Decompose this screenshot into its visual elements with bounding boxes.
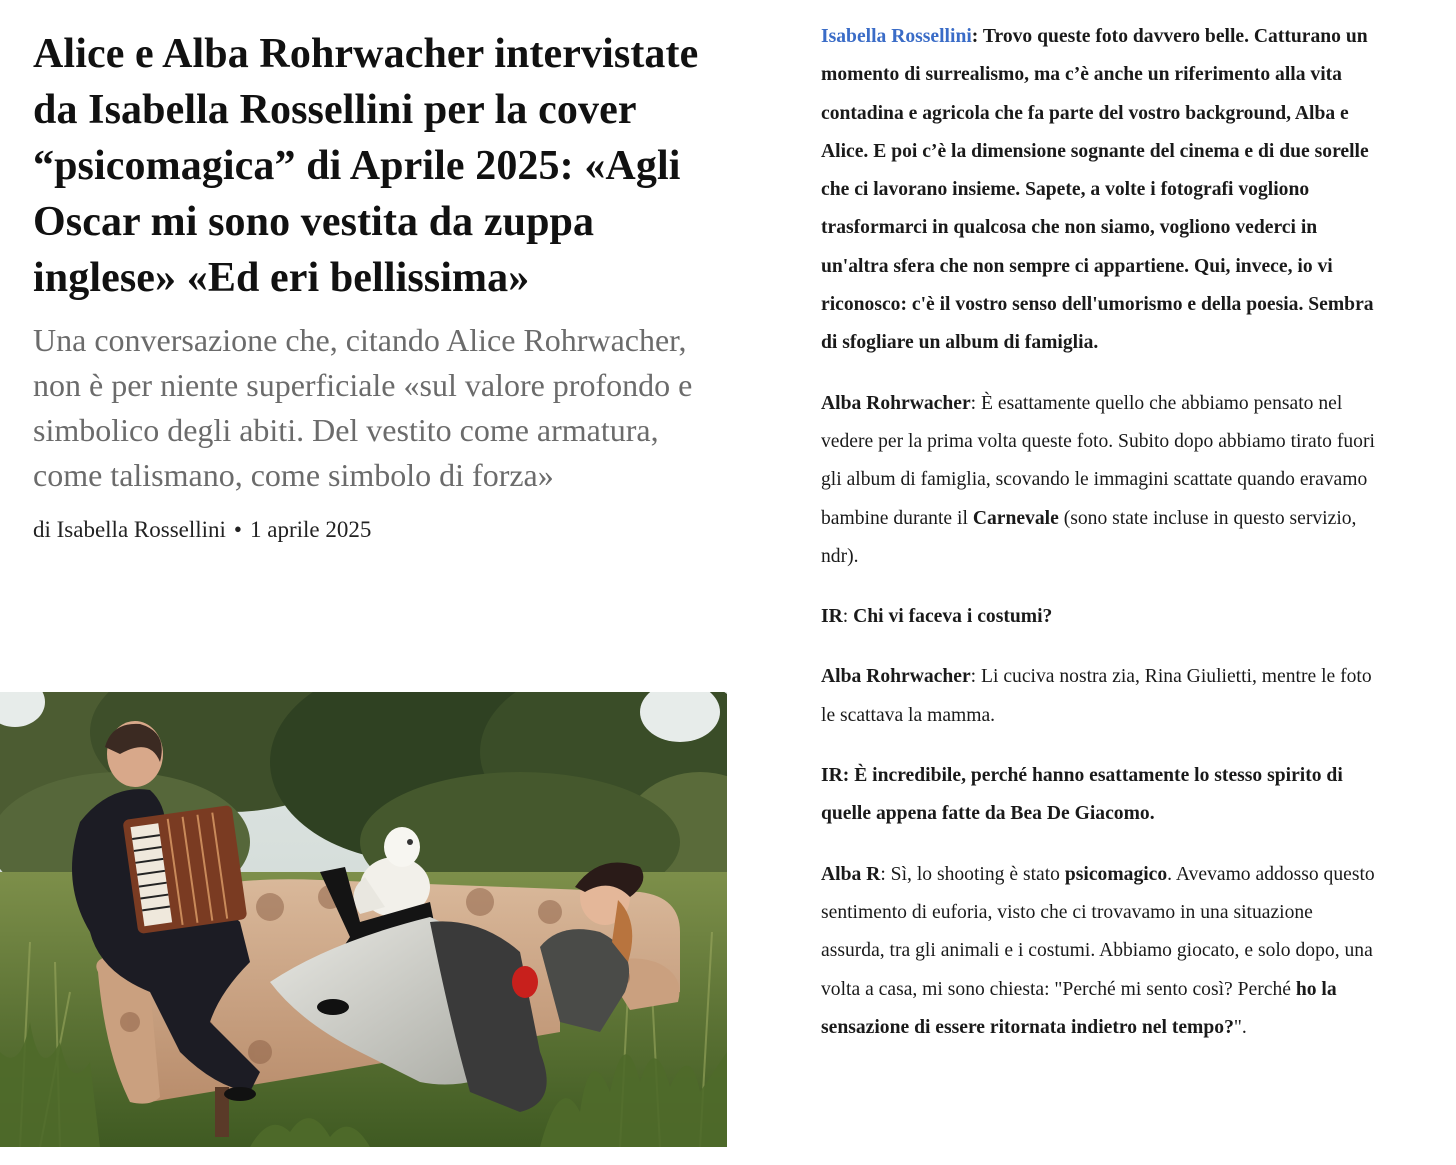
- speaker-colon: :: [842, 606, 854, 628]
- article-subtitle: Una conversazione che, citando Alice Rohrwacher, non è per niente superficiale «sul valore profondo e simbolico degli abiti. Del vestito come armatura, come talismano, come simbolo di forza»: [33, 322, 693, 493]
- bold-quote: ho la sensazione di essere ritornata indietro nel tempo?: [821, 978, 1337, 1038]
- speaker-colon: :: [971, 26, 983, 47]
- speaker-alba-r: Alba R: [821, 863, 881, 885]
- interview-paragraph-6: [821, 856, 1381, 1047]
- interview-paragraph-2: [821, 385, 1381, 576]
- article-title: Alice e Alba Rohrwacher intervistate da Isabella Rossellini per la cover “psicomagica” di Aprile 2025: «Agli Oscar mi sono vestita da zuppa inglese» «Ed eri bellissima»: [33, 31, 699, 301]
- speaker-alba: Alba Rohrwacher: [821, 392, 971, 414]
- speaker-alba: Alba Rohrwacher: [821, 666, 971, 688]
- speaker-link-isabella[interactable]: Isabella Rossellini: [821, 26, 972, 47]
- interview-paragraph-3: [821, 598, 1381, 636]
- question-text: Chi vi faceva i costumi?: [853, 606, 1053, 628]
- interview-body: [821, 18, 1381, 1069]
- byline-author[interactable]: di Isabella Rossellini: [33, 517, 226, 542]
- interview-paragraph-5: IR: È incredibile, perché hanno esattamente lo stesso spirito di quelle appena fatte da Bea De Giacomo.: [821, 765, 1343, 825]
- speaker-ir: IR: [821, 606, 843, 628]
- cover-photo: [0, 692, 727, 1147]
- paragraph-text: (sono state incluse in questo servizio, ndr).: [821, 507, 1357, 567]
- interview-paragraph-4: [821, 658, 1381, 735]
- byline-date: 1 aprile 2025: [249, 517, 372, 542]
- accordion: [122, 805, 247, 934]
- article-header: [33, 26, 723, 545]
- bold-term-psicomagico: psicomagico: [1064, 863, 1168, 885]
- paragraph-text: ".: [1233, 1016, 1247, 1038]
- paragraph-text: . Avevamo addosso questo sentimento di euforia, visto che ci trovavamo in una situazione assurda, tra gli animali e i costumi. Abbiamo giocato, e solo dopo, una volta a casa, mi sono chiesta: "Perché mi sento così? Perché: [821, 863, 1375, 1000]
- paragraph-text: : Sì, lo shooting è stato: [880, 863, 1065, 885]
- paragraph-text: : È esattamente quello che abbiamo pensato nel vedere per la prima volta queste foto. Subito dopo abbiamo tirato fuori gli album di famiglia, scovando le immagini scattate quando eravamo bambine durante il: [821, 392, 1375, 529]
- paragraph-text: : Li cuciva nostra zia, Rina Giulietti, mentre le foto le scattava la mamma.: [821, 666, 1372, 726]
- byline: [33, 515, 723, 545]
- cover-photo-illustration: [0, 692, 727, 1147]
- byline-separator: •: [233, 517, 242, 542]
- bold-term-carnevale: Carnevale: [972, 507, 1059, 529]
- interview-paragraph-1: [821, 18, 1381, 363]
- paragraph-text: Trovo queste foto davvero belle. Catturano un momento di surrealismo, ma c’è anche un riferimento alla vita contadina e agricola che fa parte del vostro background, Alba e Alice. E poi c’è la dimensione sognante del cinema e di due sorelle che ci lavorano insieme. Sapete, a volte i fotografi vogliono trasformarci in qualcosa che non siamo, vogliono vederci in un'altra sfera che non sempre ci appartiene. Qui, invece, io vi riconosco: c'è il vostro senso dell'umorismo e della poesia. Sembra di sfogliare un album di famiglia.: [821, 26, 1374, 354]
